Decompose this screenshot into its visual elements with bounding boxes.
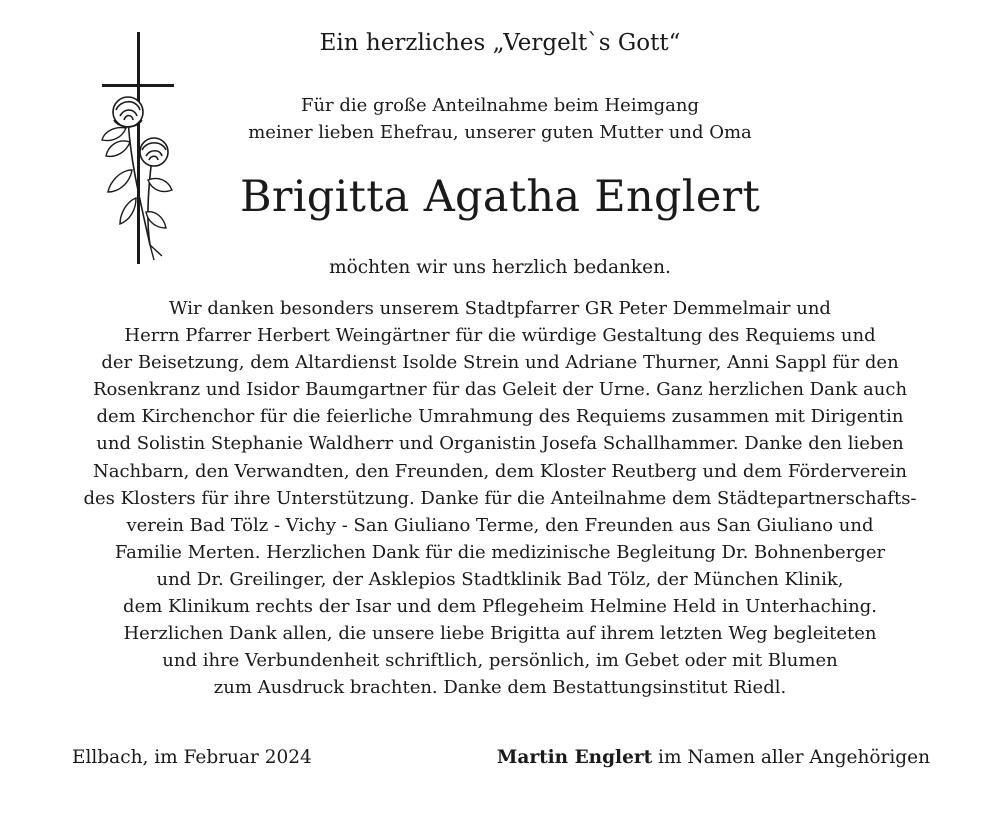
signer-suffix: im Namen aller Angehörigen bbox=[652, 747, 930, 768]
body-line: Herrn Pfarrer Herbert Weingärtner für die würdige Gestaltung des Requiems und bbox=[124, 325, 876, 347]
body-line: verein Bad Tölz - Vichy - San Giuliano Terme, den Freunden aus San Giuliano und bbox=[126, 514, 874, 536]
cross-with-roses-icon bbox=[90, 30, 180, 270]
body-line: dem Kirchenchor für die feierliche Umrahmung des Requiems zusammen mit Dirigentin bbox=[96, 406, 904, 428]
heading: Ein herzliches „Vergelt`s Gott“ bbox=[319, 30, 681, 56]
body-line: dem Klinikum rechts der Isar und dem Pflegeheim Helmine Held in Unterhaching. bbox=[123, 596, 877, 618]
body-line: Herzlichen Dank allen, die unsere liebe Brigitta auf ihrem letzten Weg begleiteten bbox=[123, 623, 877, 645]
body-text bbox=[0, 295, 1000, 701]
intro-line: Für die große Anteilnahme beim Heimgang bbox=[300, 95, 700, 116]
thanks-line: möchten wir uns herzlich bedanken. bbox=[329, 257, 671, 278]
signature bbox=[497, 744, 930, 772]
intro-text bbox=[0, 92, 1000, 146]
body-line: und Dr. Greilinger, der Asklepios Stadtklinik Bad Tölz, der München Klinik, bbox=[156, 568, 844, 590]
body-line: zum Ausdruck brachten. Danke dem Bestattungsinstitut Riedl. bbox=[213, 677, 787, 699]
signer-name: Martin Englert bbox=[496, 747, 653, 768]
place-date: Ellbach, im Februar 2024 bbox=[72, 747, 312, 768]
body-line: und ihre Verbundenheit schriftlich, persönlich, im Gebet oder mit Blumen bbox=[162, 650, 838, 672]
deceased-name: Brigitta Agatha Englert bbox=[239, 172, 761, 222]
body-line: Wir danken besonders unserem Stadtpfarrer GR Peter Demmelmair und bbox=[169, 298, 831, 319]
body-line: der Beisetzung, dem Altardienst Isolde Strein und Adriane Thurner, Anni Sappl für den bbox=[101, 352, 899, 374]
body-line: und Solistin Stephanie Waldherr und Organistin Josefa Schallhammer. Danke den lieben bbox=[96, 433, 904, 455]
body-line: Familie Merten. Herzlichen Dank für die medizinische Begleitung Dr. Bohnenberger bbox=[114, 541, 886, 563]
intro-line: meiner lieben Ehefrau, unserer guten Mutter und Oma bbox=[248, 122, 752, 143]
body-line: Rosenkranz und Isidor Baumgartner für das Geleit der Urne. Ganz herzlichen Dank auch bbox=[92, 379, 908, 401]
body-line: des Klosters für ihre Unterstützung. Danke für die Anteilnahme dem Städtepartnerschafts- bbox=[83, 487, 917, 509]
body-line: Nachbarn, den Verwandten, den Freunden, dem Kloster Reutberg und dem Förderverein bbox=[92, 460, 907, 482]
